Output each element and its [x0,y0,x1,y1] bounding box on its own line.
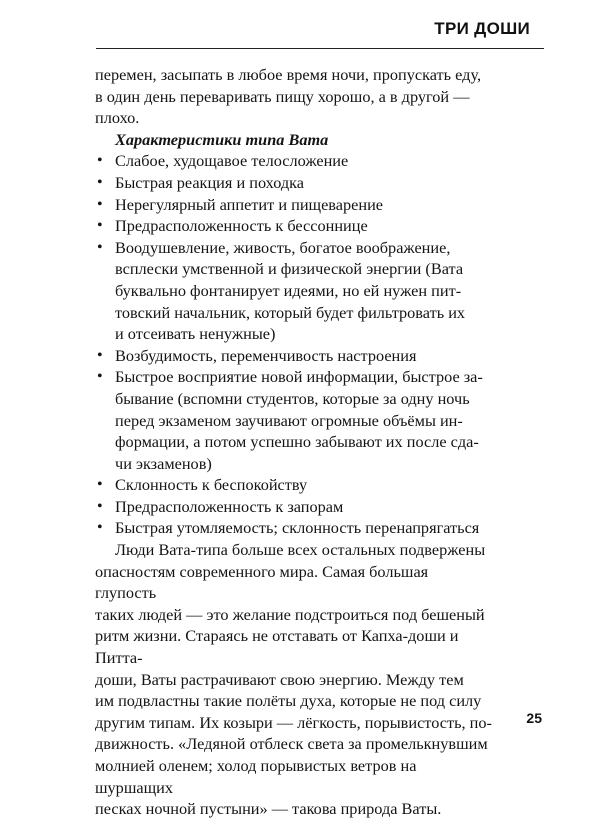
text-line: таких людей — это желание подстроиться под бешеный [95,604,485,624]
text-line: Склонность к беспокойству [115,475,308,495]
text-line: другим типам. Их козыри — лёгкость, порывистость, по- [95,712,492,732]
text-line: опасностям современного мира. Самая большая глупость [95,561,429,603]
page-content [95,64,492,820]
text-line: и отсеивать ненужные) [115,324,276,344]
text-line: ритм жизни. Стараясь не отставать от Капха-доши и Питта- [95,626,459,668]
text-line: Быстрая реакция и походка [115,172,305,192]
text-line: плохо. [95,108,140,128]
running-head: ТРИ ДОШИ [434,19,530,38]
text-line: перемен, засыпать в любое время ночи, пропускать еду, [95,65,482,84]
text-line: бывание (вспомни студентов, которые за одну ночь [115,388,470,408]
text-line: Возбудимость, переменчивость настроения [115,345,417,365]
list-item [95,517,492,539]
page-number: 25 [526,710,542,726]
list-item [95,150,492,172]
text-line: Предрасположенность к бессоннице [115,216,368,236]
list-item [95,215,492,237]
text-line: в один день переваривать пищу хорошо, а в другой — [95,86,470,106]
text-line: молнией оленем; холод порывистых ветров на шуршащих [95,756,417,797]
list-item [95,345,492,367]
text-line: буквально фонтанирует идеями, но ей нужен пит- [115,280,462,300]
text-line: перед экзаменом заучивают огромные объёмы ин- [115,410,463,430]
list-item [95,496,492,518]
text-line: чи экзаменов) [115,453,212,473]
text-line: формации, а потом успешно забывают их после сда- [115,432,479,452]
text-line: Быстрая утомляемость; склонность перенапрягаться [115,518,480,538]
text-line: Быстрое восприятие новой информации, быстрое за- [115,367,483,387]
list-item [95,366,492,474]
text-line: Воодушевление, живость, богатое воображение, [115,237,451,257]
text-line: Предрасположенность к запорам [115,496,344,516]
list-item [95,194,492,216]
text-line: товский начальник, который будет фильтровать их [115,302,466,322]
header-rule [96,48,544,49]
list-item [95,474,492,496]
closing-paragraph [95,539,492,820]
text-line: Слабое, худощавое телосложение [115,151,349,171]
intro-paragraph [95,64,492,129]
text-line: песках ночной пустыни» — такова природа Ваты. [95,799,442,819]
traits-list [95,150,492,539]
text-line: Люди Вата-типа больше всех остальных подвержены [115,540,486,560]
section-heading: Характеристики типа Вата [115,129,329,149]
text-line: доши, Ваты растрачивают свою энергию. Между тем [95,669,464,689]
text-line: им подвластны такие полёты духа, которые не под силу [95,691,482,711]
text-line: всплески умственной и физической энергии (Вата [115,259,464,279]
list-item [95,237,492,345]
list-item [95,172,492,194]
text-line: Нерегулярный аппетит и пищеварение [115,194,384,214]
text-line: движность. «Ледяной отблеск света за промелькнувшим [95,734,488,754]
